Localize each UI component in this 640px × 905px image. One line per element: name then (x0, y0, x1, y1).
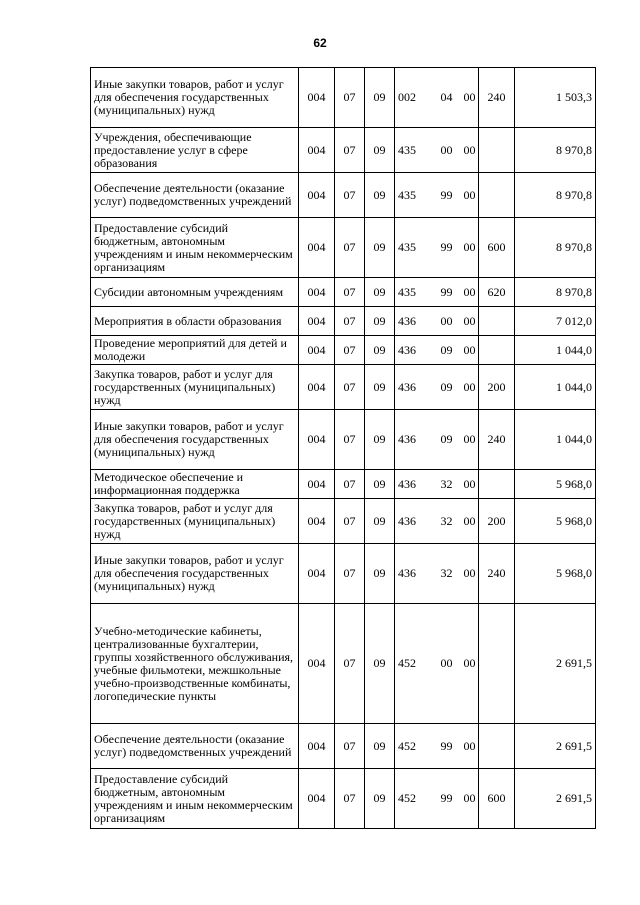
target-article-code-part2: 09 (433, 365, 461, 410)
table-row (91, 410, 596, 470)
section-code-cell: 07 (335, 769, 365, 829)
target-article-code-part1: 435 (395, 128, 433, 173)
target-article-code-part1: 436 (395, 544, 433, 604)
table-row (91, 173, 596, 218)
target-article-code-part3: 00 (461, 544, 479, 604)
section-code-cell: 07 (335, 307, 365, 336)
subsection-code-cell: 09 (365, 307, 395, 336)
ministry-code-cell: 004 (299, 307, 335, 336)
subsection-code-cell: 09 (365, 769, 395, 829)
expense-type-code-cell: 240 (479, 410, 515, 470)
ministry-code-cell: 004 (299, 769, 335, 829)
row-name-cell: Иные закупки товаров, работ и услуг для обеспечения государственных (муниципальных) нужд (91, 68, 299, 128)
row-name-cell: Закупка товаров, работ и услуг для государственных (муниципальных) нужд (91, 499, 299, 544)
section-code-cell: 07 (335, 410, 365, 470)
target-article-code-part2: 00 (433, 128, 461, 173)
subsection-code-cell: 09 (365, 365, 395, 410)
amount-cell: 7 012,0 (515, 307, 596, 336)
section-code-cell: 07 (335, 128, 365, 173)
amount-cell: 5 968,0 (515, 544, 596, 604)
section-code-cell: 07 (335, 336, 365, 365)
row-name-cell: Мероприятия в области образования (91, 307, 299, 336)
budget-table (90, 67, 596, 829)
subsection-code-cell: 09 (365, 278, 395, 307)
expense-type-code-cell (479, 470, 515, 499)
ministry-code-cell: 004 (299, 128, 335, 173)
amount-cell: 2 691,5 (515, 769, 596, 829)
section-code-cell: 07 (335, 470, 365, 499)
budget-table-body (91, 68, 596, 829)
row-name-cell: Предоставление субсидий бюджетным, автономным учреждениям и иным некоммерческим организациям (91, 769, 299, 829)
target-article-code-part2: 32 (433, 499, 461, 544)
row-name-cell: Учреждения, обеспечивающие предоставление услуг в сфере образования (91, 128, 299, 173)
table-row (91, 128, 596, 173)
section-code-cell: 07 (335, 218, 365, 278)
target-article-code-part1: 002 (395, 68, 433, 128)
section-code-cell: 07 (335, 173, 365, 218)
table-row (91, 470, 596, 499)
target-article-code-part1: 452 (395, 769, 433, 829)
target-article-code-part2: 00 (433, 604, 461, 724)
amount-cell: 1 044,0 (515, 365, 596, 410)
target-article-code-part1: 452 (395, 604, 433, 724)
subsection-code-cell: 09 (365, 218, 395, 278)
expense-type-code-cell: 600 (479, 769, 515, 829)
row-name-cell: Закупка товаров, работ и услуг для государственных (муниципальных) нужд (91, 365, 299, 410)
target-article-code-part3: 00 (461, 499, 479, 544)
target-article-code-part3: 00 (461, 218, 479, 278)
ministry-code-cell: 004 (299, 724, 335, 769)
page-number: 62 (313, 36, 327, 50)
expense-type-code-cell (479, 307, 515, 336)
ministry-code-cell: 004 (299, 499, 335, 544)
expense-type-code-cell (479, 604, 515, 724)
row-name-cell: Проведение мероприятий для детей и молодежи (91, 336, 299, 365)
target-article-code-part1: 435 (395, 218, 433, 278)
target-article-code-part2: 32 (433, 470, 461, 499)
subsection-code-cell: 09 (365, 544, 395, 604)
row-name-cell: Методическое обеспечение и информационная поддержка (91, 470, 299, 499)
subsection-code-cell: 09 (365, 336, 395, 365)
target-article-code-part2: 04 (433, 68, 461, 128)
table-row (91, 336, 596, 365)
subsection-code-cell: 09 (365, 470, 395, 499)
ministry-code-cell: 004 (299, 470, 335, 499)
row-name-cell: Учебно-методические кабинеты, централизованные бухгалтерии, группы хозяйственного обслуживания, учебные фильмотеки, межшкольные учебно-производственные комбинаты, логопедические пункты (91, 604, 299, 724)
table-row (91, 218, 596, 278)
table-row (91, 499, 596, 544)
target-article-code-part2: 00 (433, 307, 461, 336)
target-article-code-part3: 00 (461, 604, 479, 724)
row-name-cell: Субсидии автономным учреждениям (91, 278, 299, 307)
target-article-code-part2: 99 (433, 278, 461, 307)
expense-type-code-cell (479, 724, 515, 769)
table-row (91, 724, 596, 769)
target-article-code-part1: 435 (395, 278, 433, 307)
ministry-code-cell: 004 (299, 218, 335, 278)
section-code-cell: 07 (335, 604, 365, 724)
amount-cell: 5 968,0 (515, 499, 596, 544)
target-article-code-part3: 00 (461, 278, 479, 307)
subsection-code-cell: 09 (365, 410, 395, 470)
row-name-cell: Иные закупки товаров, работ и услуг для обеспечения государственных (муниципальных) нужд (91, 544, 299, 604)
amount-cell: 1 044,0 (515, 410, 596, 470)
ministry-code-cell: 004 (299, 278, 335, 307)
ministry-code-cell: 004 (299, 544, 335, 604)
section-code-cell: 07 (335, 544, 365, 604)
table-row (91, 307, 596, 336)
table-row (91, 604, 596, 724)
row-name-cell: Обеспечение деятельности (оказание услуг) подведомственных учреждений (91, 724, 299, 769)
target-article-code-part3: 00 (461, 336, 479, 365)
amount-cell: 5 968,0 (515, 470, 596, 499)
target-article-code-part3: 00 (461, 128, 479, 173)
section-code-cell: 07 (335, 499, 365, 544)
ministry-code-cell: 004 (299, 336, 335, 365)
subsection-code-cell: 09 (365, 128, 395, 173)
target-article-code-part1: 436 (395, 499, 433, 544)
section-code-cell: 07 (335, 68, 365, 128)
ministry-code-cell: 004 (299, 410, 335, 470)
target-article-code-part3: 00 (461, 724, 479, 769)
ministry-code-cell: 004 (299, 173, 335, 218)
target-article-code-part1: 436 (395, 365, 433, 410)
subsection-code-cell: 09 (365, 604, 395, 724)
expense-type-code-cell: 240 (479, 544, 515, 604)
amount-cell: 1 044,0 (515, 336, 596, 365)
target-article-code-part3: 00 (461, 365, 479, 410)
amount-cell: 8 970,8 (515, 218, 596, 278)
subsection-code-cell: 09 (365, 173, 395, 218)
subsection-code-cell: 09 (365, 68, 395, 128)
target-article-code-part2: 99 (433, 173, 461, 218)
row-name-cell: Иные закупки товаров, работ и услуг для обеспечения государственных (муниципальных) нужд (91, 410, 299, 470)
amount-cell: 1 503,3 (515, 68, 596, 128)
target-article-code-part3: 00 (461, 470, 479, 499)
expense-type-code-cell (479, 128, 515, 173)
ministry-code-cell: 004 (299, 68, 335, 128)
target-article-code-part1: 435 (395, 173, 433, 218)
row-name-cell: Предоставление субсидий бюджетным, автономным учреждениям и иным некоммерческим организациям (91, 218, 299, 278)
target-article-code-part1: 436 (395, 336, 433, 365)
section-code-cell: 07 (335, 365, 365, 410)
expense-type-code-cell: 240 (479, 68, 515, 128)
target-article-code-part3: 00 (461, 68, 479, 128)
table-row (91, 544, 596, 604)
target-article-code-part3: 00 (461, 410, 479, 470)
section-code-cell: 07 (335, 724, 365, 769)
amount-cell: 2 691,5 (515, 604, 596, 724)
target-article-code-part2: 99 (433, 218, 461, 278)
subsection-code-cell: 09 (365, 499, 395, 544)
ministry-code-cell: 004 (299, 365, 335, 410)
target-article-code-part2: 99 (433, 724, 461, 769)
target-article-code-part2: 32 (433, 544, 461, 604)
ministry-code-cell: 004 (299, 604, 335, 724)
target-article-code-part2: 09 (433, 410, 461, 470)
amount-cell: 8 970,8 (515, 173, 596, 218)
target-article-code-part1: 452 (395, 724, 433, 769)
section-code-cell: 07 (335, 278, 365, 307)
target-article-code-part3: 00 (461, 307, 479, 336)
table-row (91, 769, 596, 829)
table-row (91, 365, 596, 410)
expense-type-code-cell (479, 173, 515, 218)
expense-type-code-cell: 200 (479, 365, 515, 410)
expense-type-code-cell: 200 (479, 499, 515, 544)
subsection-code-cell: 09 (365, 724, 395, 769)
target-article-code-part1: 436 (395, 470, 433, 499)
amount-cell: 8 970,8 (515, 278, 596, 307)
table-row (91, 278, 596, 307)
target-article-code-part2: 99 (433, 769, 461, 829)
expense-type-code-cell: 620 (479, 278, 515, 307)
target-article-code-part3: 00 (461, 769, 479, 829)
target-article-code-part1: 436 (395, 307, 433, 336)
expense-type-code-cell (479, 336, 515, 365)
target-article-code-part2: 09 (433, 336, 461, 365)
table-row (91, 68, 596, 128)
amount-cell: 2 691,5 (515, 724, 596, 769)
target-article-code-part1: 436 (395, 410, 433, 470)
target-article-code-part3: 00 (461, 173, 479, 218)
row-name-cell: Обеспечение деятельности (оказание услуг) подведомственных учреждений (91, 173, 299, 218)
expense-type-code-cell: 600 (479, 218, 515, 278)
amount-cell: 8 970,8 (515, 128, 596, 173)
